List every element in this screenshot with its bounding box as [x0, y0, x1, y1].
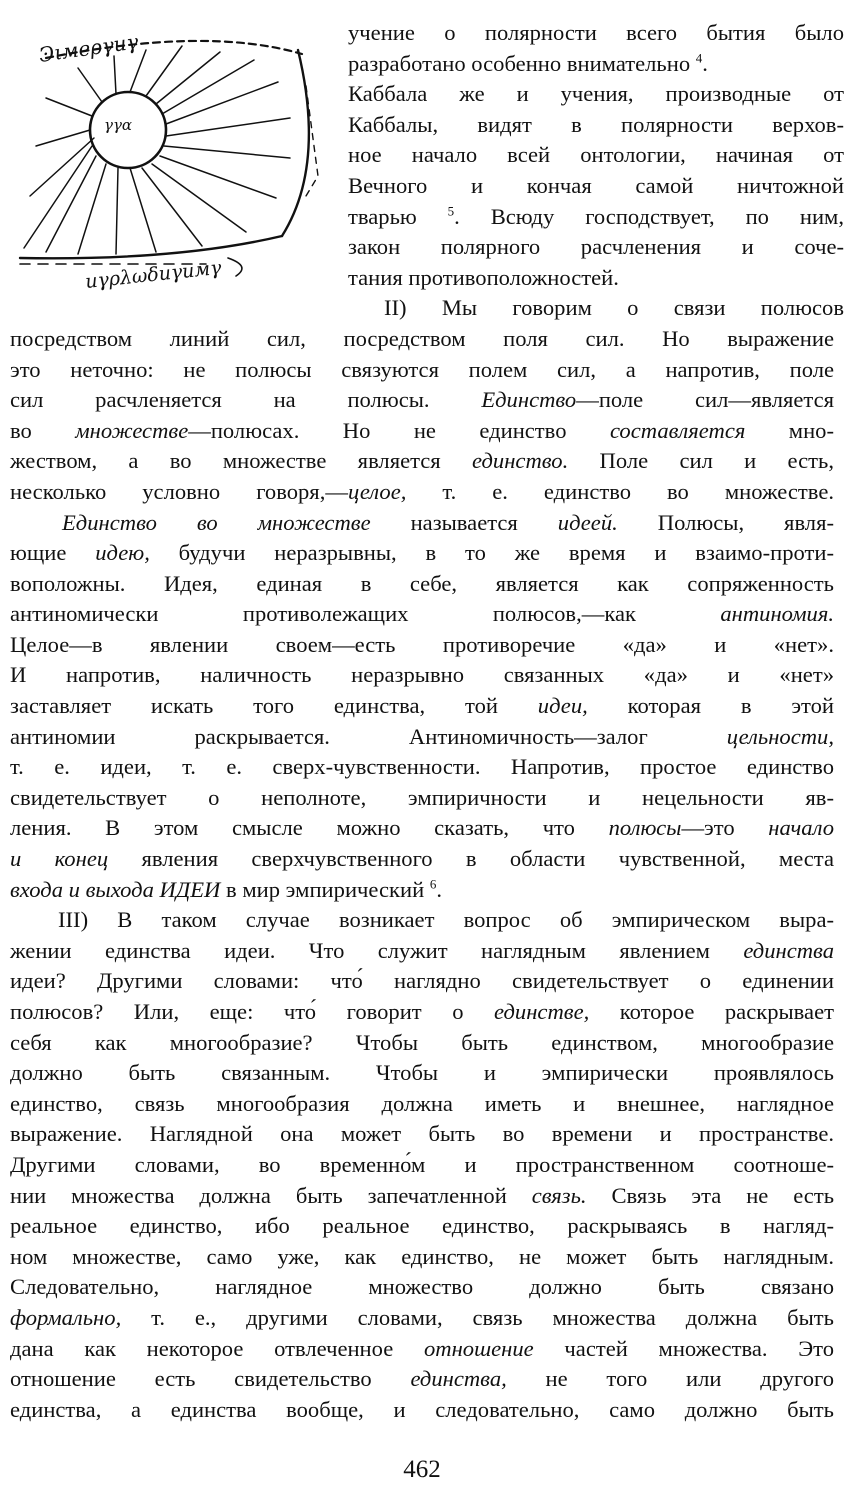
- polarity-sketch-figure: [6, 26, 334, 302]
- text-line: свидетельствует о неполноте, эмпиричности и нецельности яв-: [10, 784, 834, 810]
- text-line: II) Мы говорим о связи полюсов: [384, 295, 844, 321]
- text-line: Следовательно, наглядное множество должно быть связано: [10, 1274, 834, 1300]
- text-line: отношение есть свидетельство единства, не того или другого: [10, 1366, 834, 1392]
- text-line: Целое—в явлении своем—есть противоречие «да» и «нет».: [10, 631, 834, 657]
- text-line: единства, а единства вообще, и следовательно, само должно быть: [10, 1396, 834, 1422]
- text-line: ном множестве, само уже, как единство, не может быть наглядным.: [10, 1243, 834, 1269]
- footnote-ref: 5: [447, 203, 455, 219]
- sketch-label-top: Ͽιмеργиγ: [37, 29, 140, 67]
- text-line: и конец явления сверхчувственного в области чувственной, места: [10, 846, 834, 872]
- text-line: жеством, а во множестве является единство. Поле сил и есть,: [10, 448, 834, 474]
- text-line: нии множества должна быть запечатленной связь. Связь эта не есть: [10, 1182, 835, 1208]
- text-line: сил расчленяется на полюсы. Единство—поле сил—является: [10, 387, 834, 413]
- text-line: реальное единство, ибо реальное единство, раскрываясь в нагляд-: [10, 1213, 834, 1239]
- text-line: полюсов? Или, еще: что́ говорит о единстве, которое раскрывает: [10, 999, 834, 1024]
- text-line: себя как многообразие? Чтобы быть единством, многообразие: [10, 1029, 834, 1055]
- sketch-label-bottom: иγρλωδиγимγ: [84, 256, 223, 293]
- paragraph-4: [10, 905, 834, 1425]
- text-line: дана как некоторое отвлеченное отношение частей множества. Это: [10, 1335, 834, 1361]
- text-line: это неточно: не полюсы связуются полем сил, а напротив, поле: [10, 356, 834, 382]
- text-line: выражение. Наглядной она может быть во времени и пространстве.: [10, 1121, 834, 1147]
- paragraph-3: [10, 508, 834, 906]
- footnote-ref: 6: [429, 876, 437, 892]
- text-line: Вечного и кончая самой ничтожной: [348, 172, 844, 198]
- text-line: жении единства идеи. Что служит наглядным явлением единства: [10, 937, 835, 963]
- text-beside-figure: [348, 18, 844, 324]
- text-line: идеи? Другими словами: что́ наглядно свидетельствует о единении: [10, 968, 834, 994]
- text-line: воположны. Идея, единая в себе, является как сопряженность: [10, 570, 834, 596]
- text-line: единство, связь многообразия должна иметь и внешнее, наглядное: [10, 1090, 834, 1116]
- text-line: учение о полярности всего бытия было: [348, 20, 844, 45]
- text-line: Каббала же и учения, производные от: [348, 81, 844, 107]
- text-line: антиномически противолежащих полюсов,—как антиномия.: [10, 601, 834, 627]
- text-line: ное начало всей онтологии, начиная от: [348, 142, 844, 168]
- text-line: заставляет искать того единства, той идеи, которая в этой: [10, 693, 835, 719]
- text-line: ющие идею, будучи неразрывны, в то же время и взаимо-проти-: [10, 540, 834, 566]
- footnote-ref: 4: [695, 50, 703, 66]
- text-line: ления. В этом смысле можно сказать, что полюсы—это начало: [10, 815, 834, 841]
- paragraph-2: [10, 324, 834, 508]
- text-line: антиномии раскрывается. Антиномичность—залог цельности,: [10, 723, 834, 749]
- text-line: Единство во множестве называется идеей. Полюсы, явля-: [62, 509, 835, 535]
- text-line: формально, т. е., другими словами, связь множества должна быть: [10, 1304, 834, 1330]
- text-line: должно быть связанным. Чтобы и эмпирически проявлялось: [10, 1060, 834, 1086]
- main-text: [10, 324, 834, 1425]
- text-line: Другими словами, во временно́м и пространственном соотноше-: [10, 1151, 834, 1177]
- text-line: закон полярного расчленения и соче-: [348, 234, 844, 260]
- text-line: III) В таком случае возникает вопрос об эмпирическом выра-: [58, 907, 834, 933]
- text-line: И напротив, наличность неразрывно связанных «да» и «нет»: [10, 662, 834, 688]
- text-line: посредством линий сил, посредством поля сил. Но выражение: [10, 325, 834, 351]
- text-line: тания противоположностей.: [348, 264, 619, 290]
- text-line: тварью $^5$. Всюду господствует, по ним,: [348, 203, 844, 229]
- text-line: несколько условно говоря,—целое, т. е. единство во множестве.: [10, 478, 834, 504]
- text-line: во множестве—полюсах. Но не единство составляется мно-: [10, 417, 835, 443]
- text-line: т. е. идеи, т. е. сверх-чувственности. Напротив, простое единство: [10, 754, 834, 780]
- text-line: Каббалы, видят в полярности верхов-: [348, 111, 844, 137]
- text-line: разработано особенно внимательно $^4$.: [348, 50, 708, 76]
- sketch-label-center: γγα: [104, 116, 133, 134]
- page-number: 462: [403, 1456, 441, 1483]
- text-line: входа и выхода ИДЕИ в мир эмпирический $^6$.: [10, 876, 442, 902]
